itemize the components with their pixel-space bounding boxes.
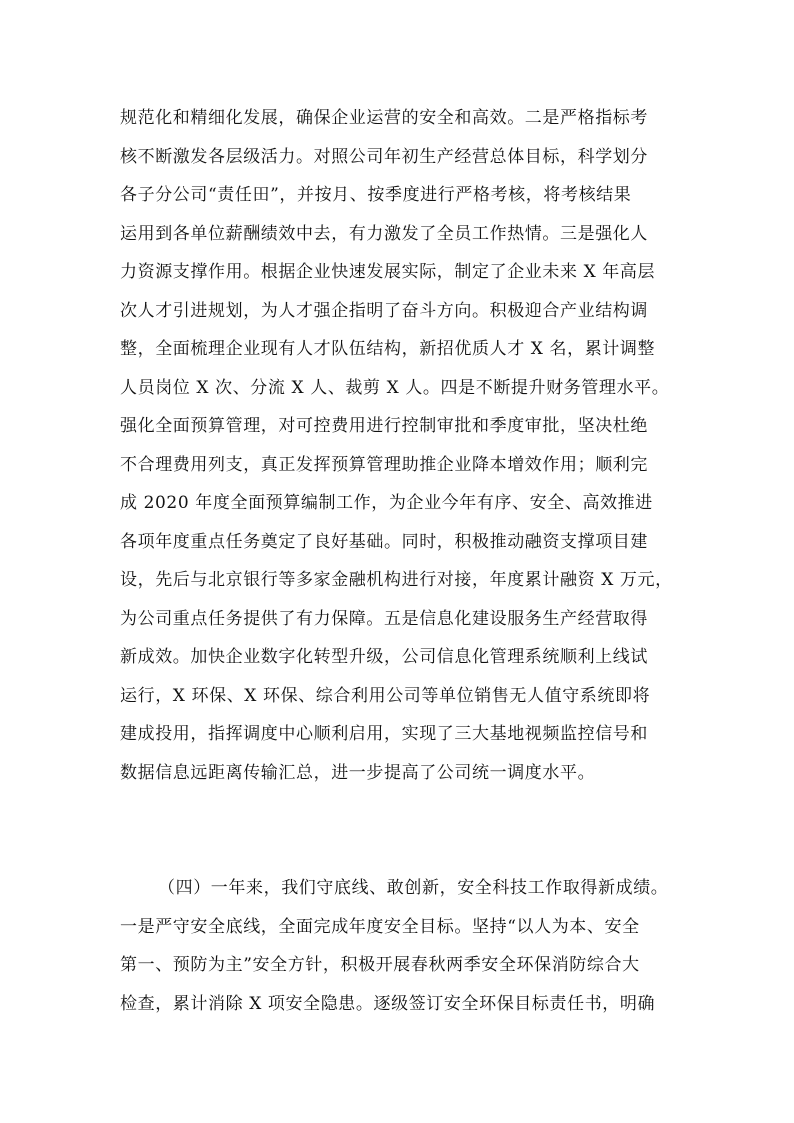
text-line: 检查，累计消除 X 项安全隐患。逐级签订安全环保目标责任书，明确 — [120, 993, 656, 1014]
text-line: 强化全面预算管理，对可控费用进行控制审批和季度审批，坚决杜绝 — [120, 416, 648, 436]
text-line: 规范化和精细化发展，确保企业运营的安全和高效。二是严格指标考 — [120, 108, 648, 128]
text-line: 不合理费用列支，真正发挥预算管理助推企业降本增效作用；顺利完 — [120, 454, 648, 475]
text-line: 核不断激发各层级活力。对照公司年初生产经营总体目标，科学划分 — [120, 146, 648, 167]
text-line: 第一、预防为主”安全方针，积极开展春秋两季安全环保消防综合大 — [120, 955, 640, 975]
text-line: 设，先后与北京银行等多家金融机构进行对接，年度累计融资 X 万元， — [120, 570, 673, 590]
paragraph-safety-tech — [120, 869, 680, 1023]
text-line: 一是严守安全底线，全面完成年度安全目标。坚持“以人为本、安全 — [120, 916, 640, 937]
text-line: 整，全面梳理企业现有人才队伍结构，新招优质人才 X 名，累计调整 — [120, 339, 656, 359]
text-line: 次人才引进规划，为人才强企指明了奋斗方向。积极迎合产业结构调 — [120, 300, 648, 321]
text-line: 人员岗位 X 次、分流 X 人、裁剪 X 人。四是不断提升财务管理水平。 — [120, 377, 670, 398]
text-line: 各子分公司“责任田”，并按月、按季度进行严格考核，将考核结果 — [120, 185, 632, 205]
text-line: 力资源支撑作用。根据企业快速发展实际，制定了企业未来 X 年高层 — [120, 262, 656, 282]
text-line: 新成效。加快企业数字化转型升级，公司信息化管理系统顺利上线试 — [120, 647, 648, 667]
paragraph-hr-finance-it — [120, 99, 680, 792]
text-line: 建成投用，指挥调度中心顺利启用，实现了三大基地视频监控信号和 — [120, 724, 648, 744]
text-line: 数据信息远距离传输汇总，进一步提高了公司统一调度水平。 — [120, 762, 596, 783]
text-line: 运行，X 环保、X 环保、综合利用公司等单位销售无人值守系统即将 — [120, 685, 651, 706]
text-line: 各项年度重点任务奠定了良好基础。同时，积极推动融资支撑项目建 — [120, 531, 648, 552]
text-line: 为公司重点任务提供了有力保障。五是信息化建设服务生产经营取得 — [120, 608, 648, 629]
text-line: （四）一年来，我们守底线、敢创新，安全科技工作取得新成绩。 — [158, 878, 669, 898]
text-line: 运用到各单位薪酬绩效中去，有力激发了全员工作热情。三是强化人 — [120, 223, 648, 244]
text-line: 成 2020 年度全面预算编制工作，为企业今年有序、安全、高效推进 — [120, 493, 653, 513]
